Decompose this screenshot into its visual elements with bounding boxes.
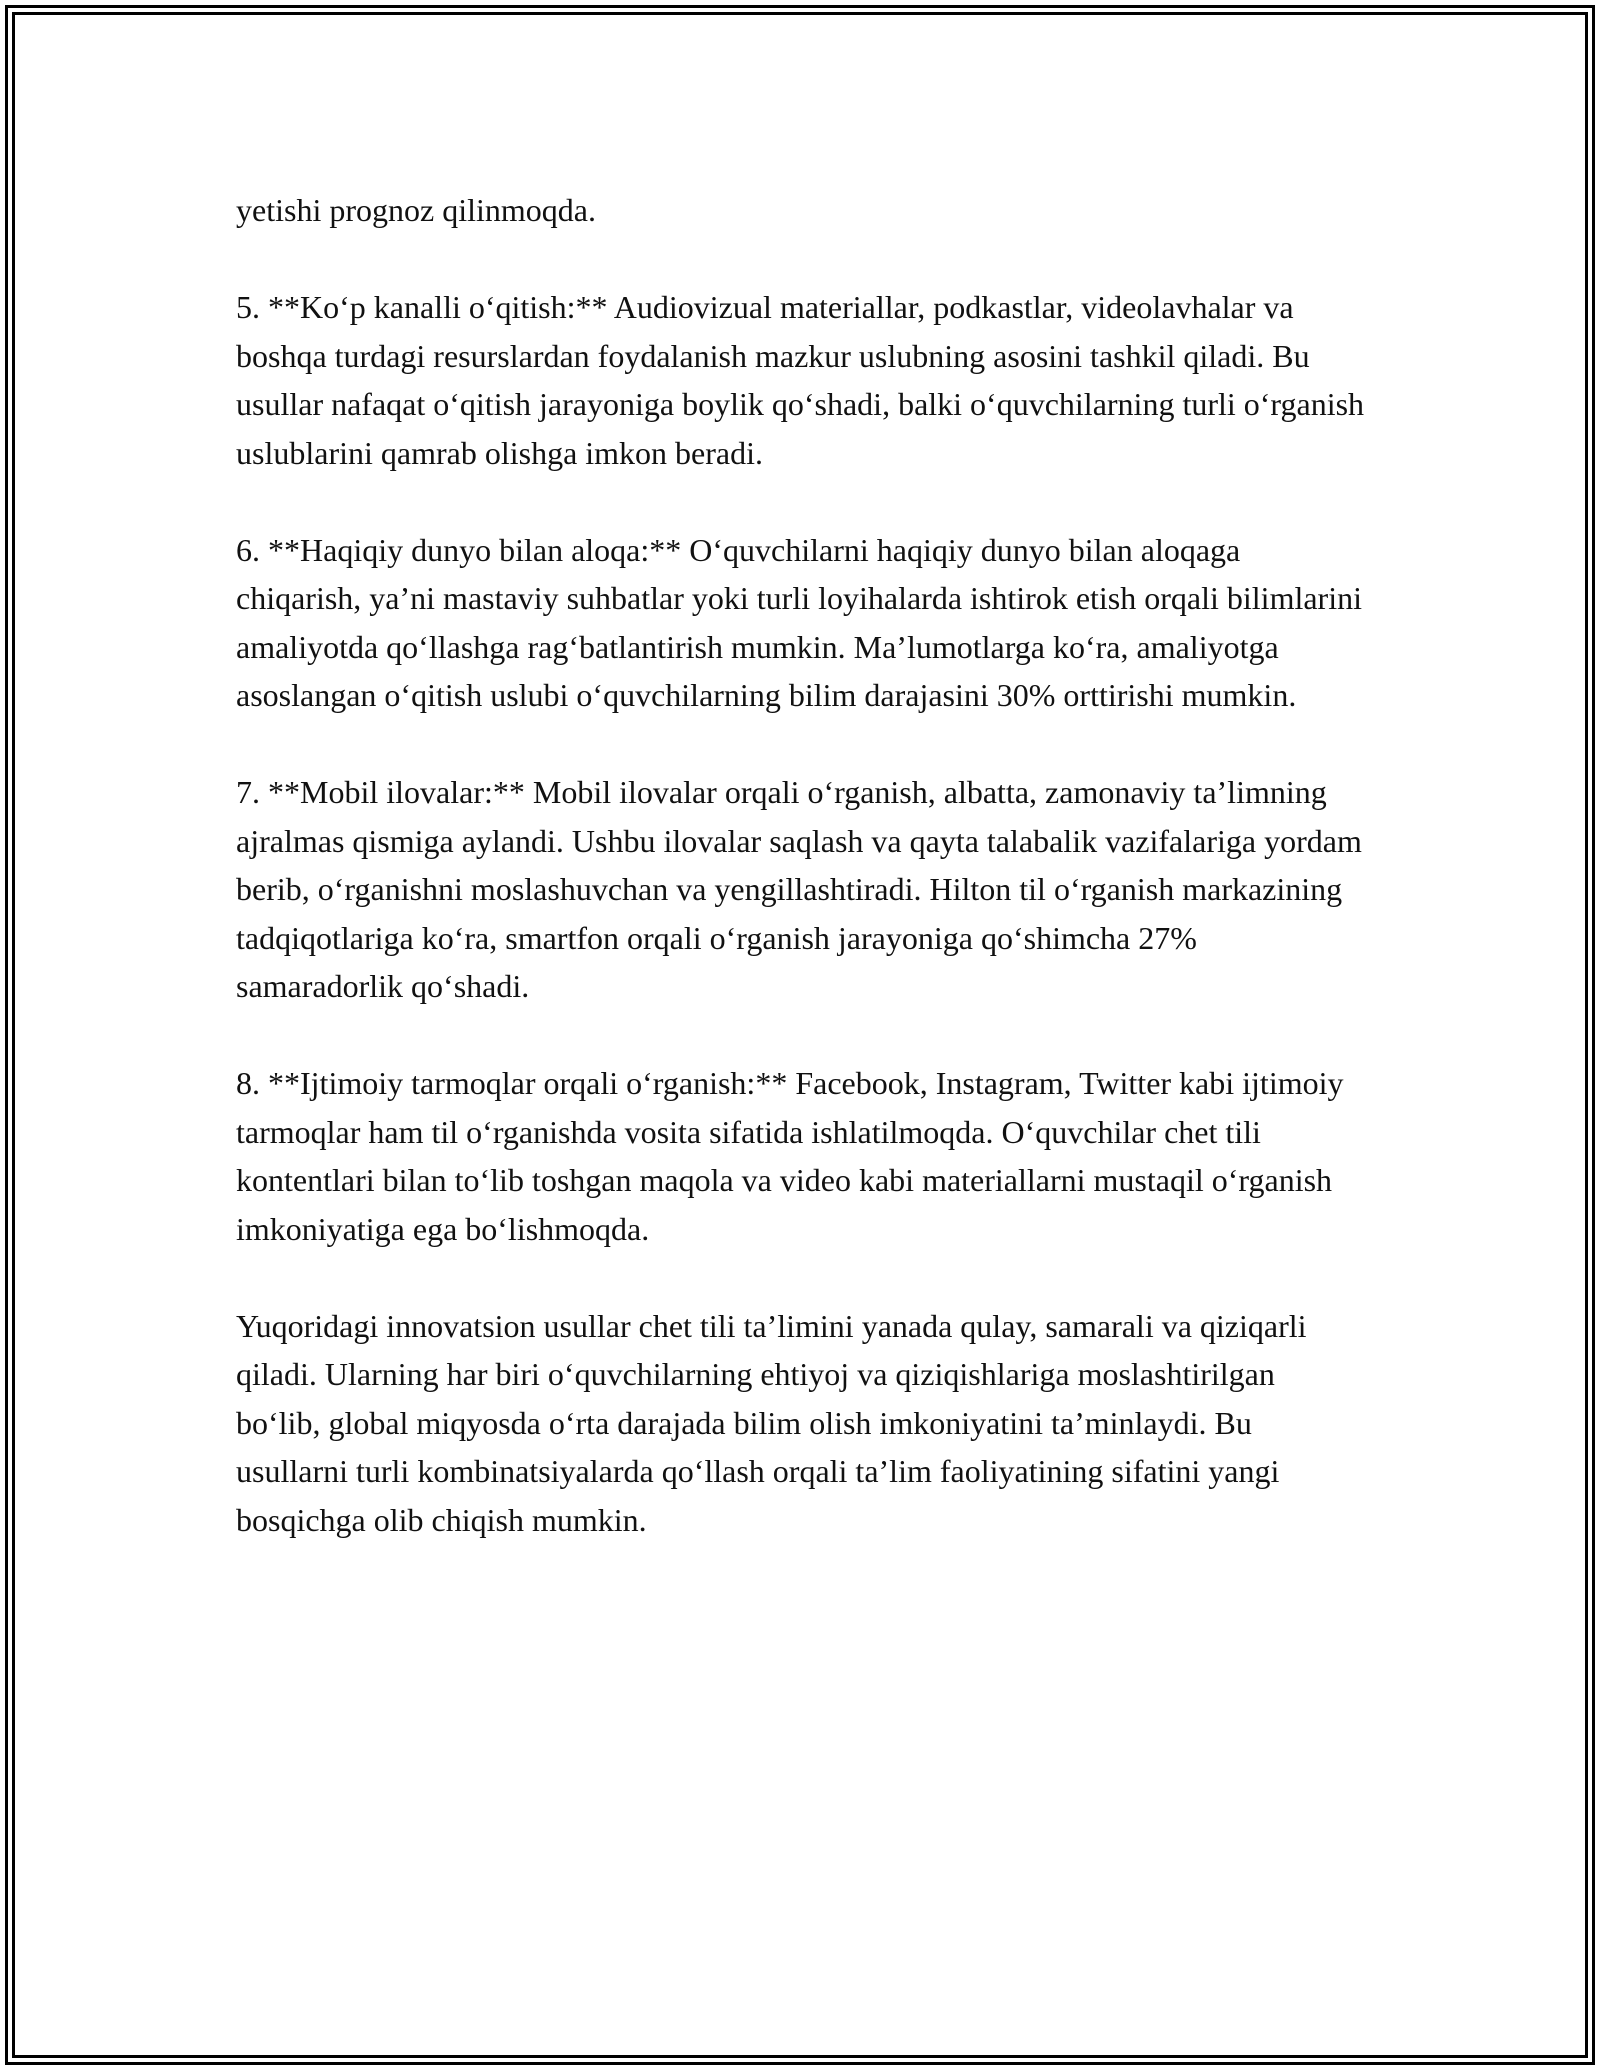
paragraph-item-6: 6. **Haqiqiy dunyo bilan aloqa:** O‘quvchilarni haqiqiy dunyo bilan aloqaga chiqarish, ya’ni mastaviy suhbatlar yoki turli loyihalarda ishtirok etish orqali bilimlarini amaliyotda qo‘llashga rag‘batlantirish mumkin. Ma’lumotlarga ko‘ra, amaliyotga asoslangan o‘qitish uslubi o‘quvchilarning bilim darajasini 30% orttirishi mumkin. (236, 531, 1362, 713)
paragraph-conclusion: Yuqoridagi innovatsion usullar chet tili ta’limini yanada qulay, samarali va qiziqarli qiladi. Ularning har biri o‘quvchilarning ehtiyoj va qiziqishlariga moslashtirilgan bo‘lib, global miqyosda o‘rta darajada bilim olish imkoniyatini ta’minlaydi. Bu usullarni turli kombinatsiyalarda qo‘llash orqali ta’lim faoliyatining sifatini yangi bosqichga olib chiqish mumkin. (236, 1307, 1307, 1538)
paragraph-item-5: 5. **Ko‘p kanalli o‘qitish:** Audiovizual materiallar, podkastlar, videolavhalar va boshqa turdagi resurslardan foydalanish mazkur uslubning asosini tashkil qiladi. Bu usullar nafaqat o‘qitish jarayoniga boylik qo‘shadi, balki o‘quvchilarning turli o‘rganish uslublarini qamrab olishga imkon beradi. (236, 289, 1365, 471)
document-body (236, 186, 1366, 1593)
paragraph-continuation: yetishi prognoz qilinmoqda. (236, 192, 596, 228)
paragraph-item-7: 7. **Mobil ilovalar:** Mobil ilovalar orqali o‘rganish, albatta, zamonaviy ta’limning ajralmas qismiga aylandi. Ushbu ilovalar saqlash va qayta talabalik vazifalariga yordam berib, o‘rganishni moslashuvchan va yengillashtiradi. Hilton til o‘rganish markazining tadqiqotlariga ko‘ra, smartfon orqali o‘rganish jarayoniga qo‘shimcha 27% samaradorlik qo‘shadi. (236, 774, 1362, 1004)
paragraph-item-8: 8. **Ijtimoiy tarmoqlar orqali o‘rganish:** Facebook, Instagram, Twitter kabi ijtimoiy tarmoqlar ham til o‘rganishda vosita sifatida ishlatilmoqda. O‘quvchilar chet tili kontentlari bilan to‘lib toshgan maqola va video kabi materiallarni mustaqil o‘rganish imkoniyatiga ega bo‘lishmoqda. (236, 1065, 1344, 1247)
